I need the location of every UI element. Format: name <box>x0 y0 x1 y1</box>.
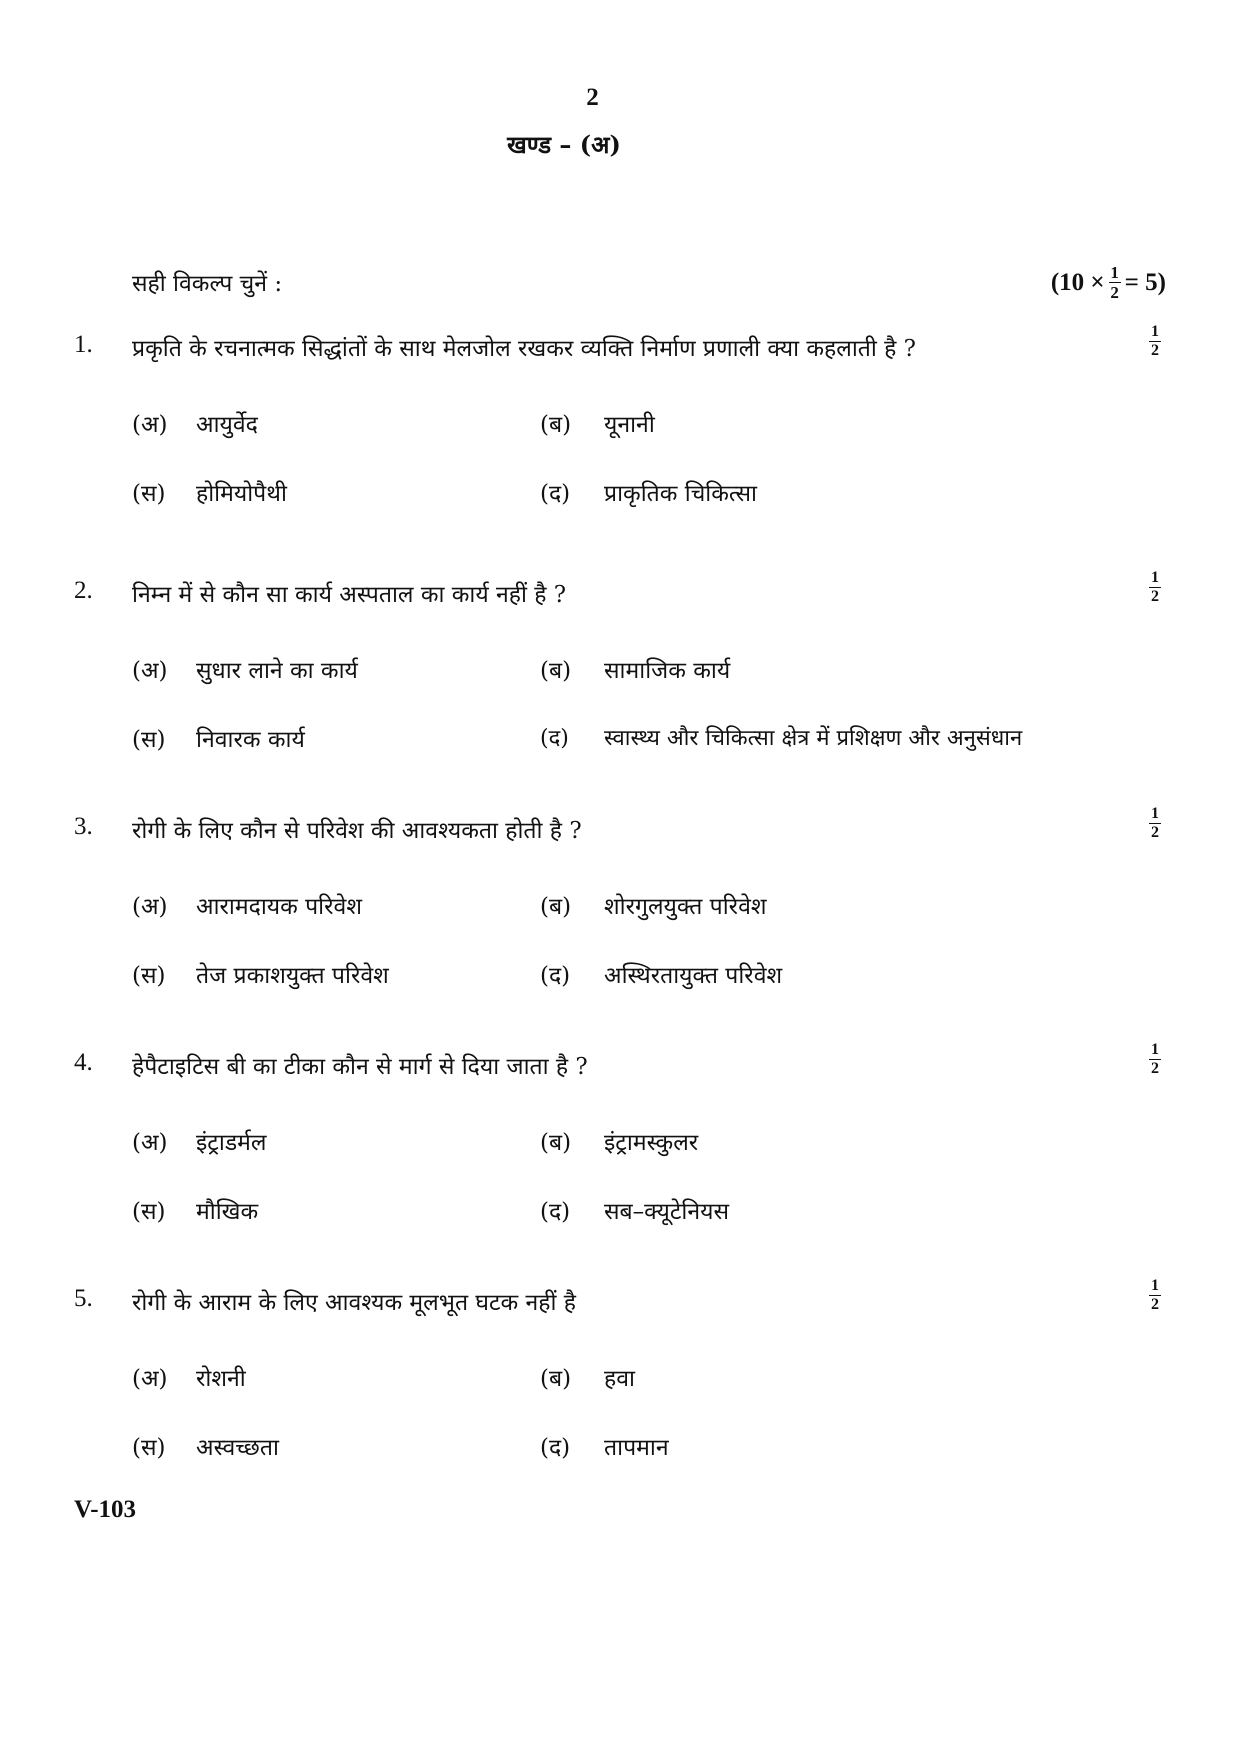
option-d[interactable] <box>540 476 757 508</box>
fraction-numerator: 1 <box>1151 569 1159 586</box>
option-text: इंट्रामस्कुलर <box>604 1130 699 1156</box>
option-d[interactable] <box>540 1430 669 1462</box>
option-d[interactable] <box>540 958 782 990</box>
question-mark <box>1149 1278 1161 1313</box>
option-a[interactable] <box>132 1125 267 1157</box>
fraction-denominator: 2 <box>1151 342 1159 359</box>
option-a[interactable] <box>132 407 258 439</box>
total-marks-suffix: = 5) <box>1124 268 1166 296</box>
fraction-denominator: 2 <box>1151 1296 1159 1313</box>
option-text: शोरगुलयुक्त परिवेश <box>604 894 767 920</box>
question-mark <box>1149 324 1161 359</box>
fraction-numerator: 1 <box>1151 805 1159 822</box>
option-c[interactable] <box>132 722 305 754</box>
section-title: खण्ड – (अ) <box>507 130 621 159</box>
option-label: (स) <box>132 727 166 753</box>
option-a[interactable] <box>132 1361 246 1393</box>
question-number: 2. <box>74 577 93 604</box>
option-label: (अ) <box>132 412 168 438</box>
total-marks <box>1051 264 1166 301</box>
fraction-denominator: 2 <box>1110 283 1119 302</box>
fraction-denominator: 2 <box>1151 588 1159 605</box>
option-label: (स) <box>132 1435 166 1461</box>
question-number: 1. <box>74 331 93 358</box>
option-text: आयुर्वेद <box>196 412 258 438</box>
option-text: यूनानी <box>604 412 655 438</box>
option-text: तापमान <box>604 1435 669 1461</box>
option-c[interactable] <box>132 1430 279 1462</box>
option-b[interactable] <box>540 1361 635 1393</box>
option-c[interactable] <box>132 476 287 508</box>
question-number: 3. <box>74 813 93 840</box>
footer-code: V-103 <box>74 1496 137 1523</box>
question-text: रोगी के लिए कौन से परिवेश की आवश्यकता होती है ? <box>132 818 582 844</box>
option-b[interactable] <box>540 653 730 685</box>
option-label: (अ) <box>132 658 168 684</box>
option-text: होमियोपैथी <box>196 481 287 507</box>
option-label: (ब) <box>540 658 572 684</box>
option-label: (ब) <box>540 412 572 438</box>
option-text: हवा <box>604 1366 635 1392</box>
option-label: (स) <box>132 481 166 507</box>
option-text: आरामदायक परिवेश <box>196 894 362 920</box>
option-c[interactable] <box>132 958 389 990</box>
option-b[interactable] <box>540 1125 698 1157</box>
option-label: (ब) <box>540 1366 572 1392</box>
question-text: निम्न में से कौन सा कार्य अस्पताल का कार्य नहीं है ? <box>132 582 567 608</box>
option-text: सुधार लाने का कार्य <box>196 658 358 684</box>
option-text: तेज प्रकाशयुक्त परिवेश <box>196 963 389 989</box>
option-text: इंट्राडर्मल <box>196 1130 267 1156</box>
option-label: (ब) <box>540 1130 572 1156</box>
question-text: हेपैटाइटिस बी का टीका कौन से मार्ग से दिया जाता है ? <box>132 1054 588 1080</box>
option-label: (द) <box>540 1199 571 1225</box>
fraction-numerator: 1 <box>1151 1277 1159 1294</box>
total-marks-prefix: (10 × <box>1050 268 1105 296</box>
option-text: सब–क्यूटेनियस <box>604 1199 730 1225</box>
option-text: स्वास्थ्य और चिकित्सा क्षेत्र में प्रशिक्षण और अनुसंधान <box>604 726 1023 751</box>
option-d[interactable] <box>540 722 1022 752</box>
option-b[interactable] <box>540 407 655 439</box>
option-label: (अ) <box>132 1130 168 1156</box>
page-number: 2 <box>586 84 599 111</box>
option-label: (स) <box>132 1199 166 1225</box>
question-mark <box>1149 806 1161 841</box>
option-text: प्राकृतिक चिकित्सा <box>604 481 758 507</box>
fraction-numerator: 1 <box>1151 323 1159 340</box>
question-text: प्रकृति के रचनात्मक सिद्धांतों के साथ मेलजोल रखकर व्यक्ति निर्माण प्रणाली क्या कहलाती है ? <box>132 336 917 362</box>
total-marks-fraction <box>1109 264 1121 301</box>
question-number: 4. <box>74 1049 93 1076</box>
question-number: 5. <box>74 1285 93 1312</box>
option-text: अस्थिरतायुक्त परिवेश <box>604 963 783 989</box>
option-label: (द) <box>540 726 569 751</box>
fraction-denominator: 2 <box>1151 1060 1159 1077</box>
option-text: अस्वच्छता <box>196 1435 279 1461</box>
option-c[interactable] <box>132 1194 258 1226</box>
instruction-text: सही विकल्प चुनें : <box>132 271 283 297</box>
fraction-numerator: 1 <box>1151 1041 1159 1058</box>
question-mark <box>1149 570 1161 605</box>
option-d[interactable] <box>540 1194 729 1226</box>
fraction-numerator: 1 <box>1110 263 1119 282</box>
option-a[interactable] <box>132 889 362 921</box>
option-text: सामाजिक कार्य <box>604 658 731 684</box>
option-label: (अ) <box>132 1366 168 1392</box>
option-text: मौखिक <box>196 1199 259 1225</box>
option-label: (द) <box>540 963 571 989</box>
option-label: (ब) <box>540 894 572 920</box>
option-a[interactable] <box>132 653 358 685</box>
option-label: (द) <box>540 1435 571 1461</box>
option-label: (स) <box>132 963 166 989</box>
question-text: रोगी के आराम के लिए आवश्यक मूलभूत घटक नहीं है <box>132 1290 576 1316</box>
question-mark <box>1149 1042 1161 1077</box>
fraction-denominator: 2 <box>1151 824 1159 841</box>
option-text: रोशनी <box>196 1366 246 1392</box>
option-text: निवारक कार्य <box>196 727 305 753</box>
option-b[interactable] <box>540 889 767 921</box>
option-label: (अ) <box>132 894 168 920</box>
option-label: (द) <box>540 481 571 507</box>
